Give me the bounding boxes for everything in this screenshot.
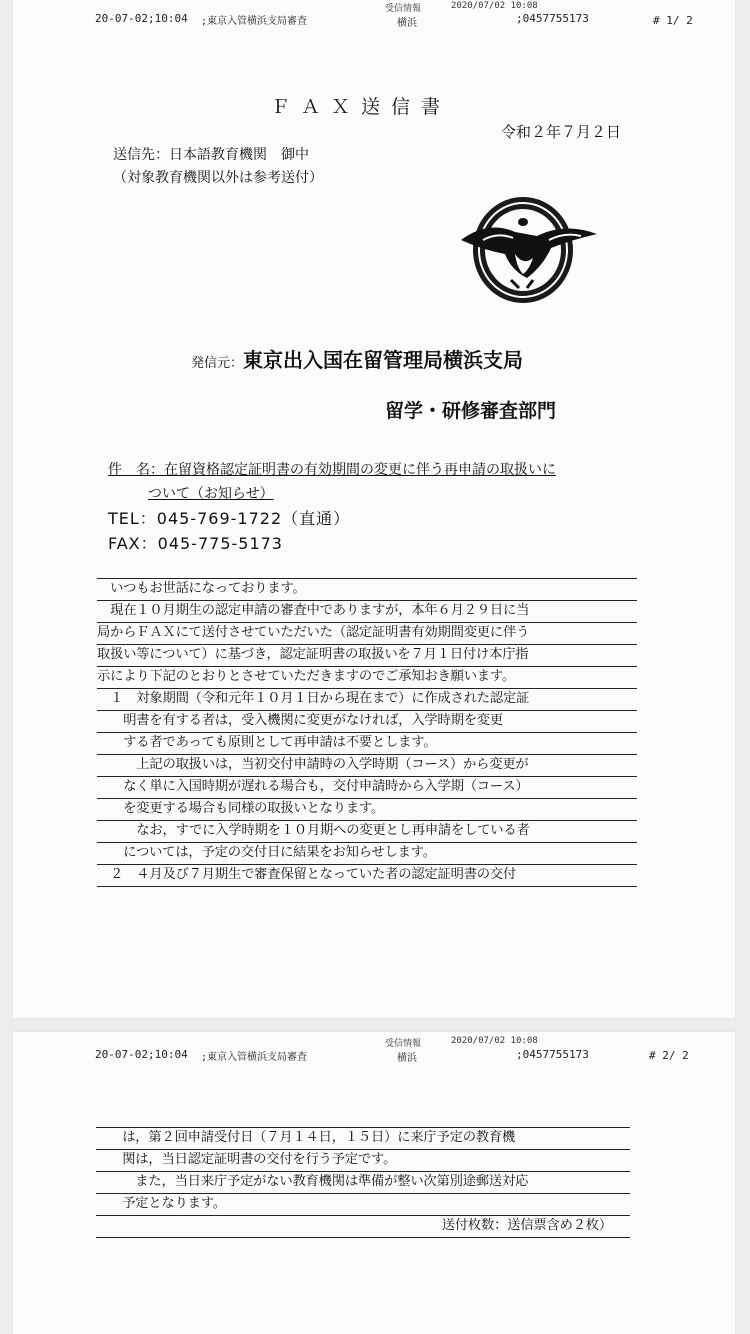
body-line: 現在１０月期生の認定申請の審査中でありますが，本年６月２９日に当: [97, 600, 637, 622]
page-2-body-text: [96, 1127, 630, 1238]
fax-header-sender-id: ;東京入管横浜支局審査: [201, 1052, 308, 1063]
body-line: ２ ４月及び７月期生で審査保留となっていた者の認定証明書の交付: [97, 864, 637, 887]
body-line: については，予定の交付日に結果をお知らせします。: [97, 842, 637, 864]
fax-received-sub: 横浜: [397, 1053, 417, 1064]
body-line: また，当日来庁予定がない教育機関は準備が整い次第別途郵送対応: [96, 1171, 630, 1193]
body-line: なく単に入国時期が遅れる場合も，交付申請時から入学期（コース）: [97, 776, 637, 798]
body-text: [97, 578, 637, 887]
fax-header-number: ;0457755173: [516, 12, 589, 25]
contact-info: [108, 506, 350, 556]
fax-number: FAX：045-775-5173: [108, 534, 283, 553]
body-line: １ 対象期間（令和元年１０月１日から現在まで）に作成された認定証: [97, 688, 637, 710]
document-title: ＦＡＸ送信書: [271, 96, 452, 118]
sheet-count: 送付枚数：送信票含め２枚）: [96, 1215, 630, 1238]
document-date: 令和２年７月２日: [501, 123, 622, 141]
subject: [108, 458, 556, 506]
fax-received-sub: 横浜: [397, 18, 417, 29]
sender-department: 留学・研修審査部門: [385, 400, 557, 422]
subject-line-1: 件 名：在留資格認定証明書の有効期間の変更に伴う再申請の取扱いに: [108, 462, 556, 478]
fax-header-sender-id: ;東京入管横浜支局審査: [201, 16, 308, 27]
fax-header-datetime: 20-07-02;10:04: [95, 12, 188, 25]
body-line: を変更する場合も同様の取扱いとなります。: [97, 798, 637, 820]
body-line: いつもお世話になっております。: [97, 578, 637, 600]
fax-received-label: 受信情報: [385, 1039, 422, 1049]
body-line: 取扱い等について）に基づき，認定証明書の取扱いを７月１日付け本庁指: [97, 644, 637, 666]
immigration-bureau-emblem-icon: [453, 192, 603, 307]
body-line: は，第２回申請受付日（７月１４日，１５日）に来庁予定の教育機: [96, 1127, 630, 1149]
body-line: 予定となります。: [96, 1193, 630, 1215]
body-line: なお，すでに入学時期を１０月期への変更とし再申請をしている者: [97, 820, 637, 842]
body-line: 明書を有する者は，受入機関に変更がなければ，入学時期を変更: [97, 710, 637, 732]
body-line: 関は，当日認定証明書の交付を行う予定です。: [96, 1149, 630, 1171]
sender-name: 東京出入国在留管理局横浜支局: [243, 348, 524, 372]
body-line: 示により下記のとおりとさせていただきますのでご承知おき願います。: [97, 666, 637, 688]
telephone-number: TEL：045-769-1722（直通）: [108, 509, 351, 528]
subject-line-2: ついて（お知らせ）: [148, 486, 274, 502]
sender: [191, 344, 523, 373]
body-line: 上記の取扱いは，当初交付申請時の入学時期（コース）から変更が: [97, 754, 637, 776]
fax-header-page-number: # 1/ 2: [653, 14, 693, 27]
fax-received-datetime: 2020/07/02 10:08: [451, 1, 538, 11]
fax-received-datetime: 2020/07/02 10:08: [451, 1036, 538, 1046]
fax-received-label: 受信情報: [385, 4, 422, 14]
destination: 送信先：日本語教育機関 御中: [113, 147, 309, 163]
destination-note: （対象教育機関以外は参考送付）: [113, 170, 323, 186]
fax-page-1: [13, 0, 735, 1018]
fax-header-page-number: # 2/ 2: [649, 1049, 689, 1062]
body-line: 局からＦＡＸにて送付させていただいた（認定証明書有効期間変更に伴う: [97, 622, 637, 644]
body-line: する者であっても原則として再申請は不要とします。: [97, 732, 637, 754]
sender-label: 発信元：: [191, 356, 244, 371]
fax-header-number: ;0457755173: [516, 1048, 589, 1061]
fax-header-datetime: 20-07-02;10:04: [95, 1048, 188, 1061]
